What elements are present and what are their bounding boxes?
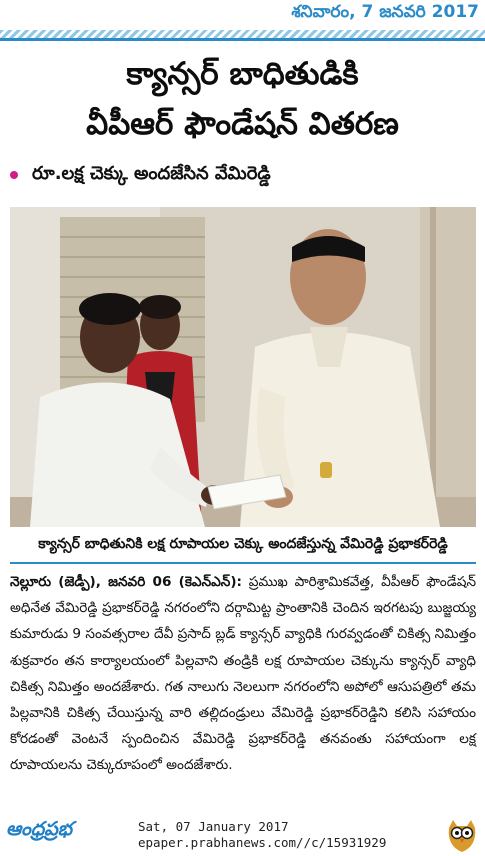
bullet-icon: [10, 171, 18, 179]
publication-logo: ఆంధ్రప్రభ: [6, 818, 72, 840]
caption-rule: [10, 562, 476, 564]
footer-date: Sat, 07 January 2017: [138, 819, 289, 834]
article-body-text: ప్రముఖ పారిశ్రామికవేత్త, వీపీఆర్ ఫౌండేషన్ అధినేత వేమిరెడ్డి ప్రభాకర్‌రెడ్డి నగరంలోని దర్గామిట్ట ప్రాంతానికి చెందిన ఇరగటపు బుజ్జయ్య కుమారుడు 9 సంవత్సరాల దేవీ ప్రసాద్ బ్లడ్ క్యాన్సర్ వ్యాధికి గురవ్వడంతో చికిత్స నిమిత్తం శుక్రవారం తన కార్యాలయంలో పిల్లవాని తండ్రికి లక్ష రూపాయల చెక్కును క్యాన్సర్ వ్యాధి చికిత్స నిమిత్తం అందజేశారు. గత నాలుగు నెలలుగా నగరంలోని అపోలో ఆసుపత్రిలో తమ పిల్లవానికి చికిత్స చేయిస్తున్న వారి తల్లిదండ్రులు వేమిరెడ్డి ప్రభాకర్‌రెడ్డిని కలిసి సహాయం కోరడంతో వెంటనే స్పందించిన వేమిరెడ్డి ప్రభాకర్‌రెడ్డి తనవంతు సహాయంగా లక్ష రూపాయలను చెక్కురూపంలో అందజేశారు.: [10, 574, 476, 774]
footer-bar: [0, 818, 485, 856]
footer-url[interactable]: epaper.prabhanews.com//c/15931929: [138, 835, 387, 850]
news-photo-illustration: [10, 207, 476, 527]
headline-line-1: క్యాన్సర్ బాధితుడికి: [126, 56, 359, 92]
subheadline: రూ.లక్ష చెక్కు అందజేసిన వేమిరెడ్డి: [32, 162, 271, 184]
masthead-rule: [0, 38, 485, 41]
article-body: [10, 569, 476, 779]
news-photo: [10, 207, 476, 527]
subheadline-row: [10, 162, 271, 188]
headline-line-2: వీపీఆర్ ఫౌండేషన్ వితరణ: [86, 106, 399, 142]
article-dateline: నెల్లూరు (జెడ్పీ), జనవరి 06 (కెఎన్ఎన్):: [10, 574, 242, 590]
masthead-bar: [0, 0, 485, 30]
masthead-stripe: [0, 30, 485, 38]
owl-mascot-icon: [445, 818, 479, 854]
photo-caption: క్యాన్సర్ బాధితునికి లక్ష రూపాయల చెక్కు అందజేస్తున్న వేమిరెడ్డి ప్రభాకర్‌రెడ్డి: [38, 536, 448, 552]
edition-date: శనివారం, 7 జనవరి 2017: [291, 2, 479, 22]
